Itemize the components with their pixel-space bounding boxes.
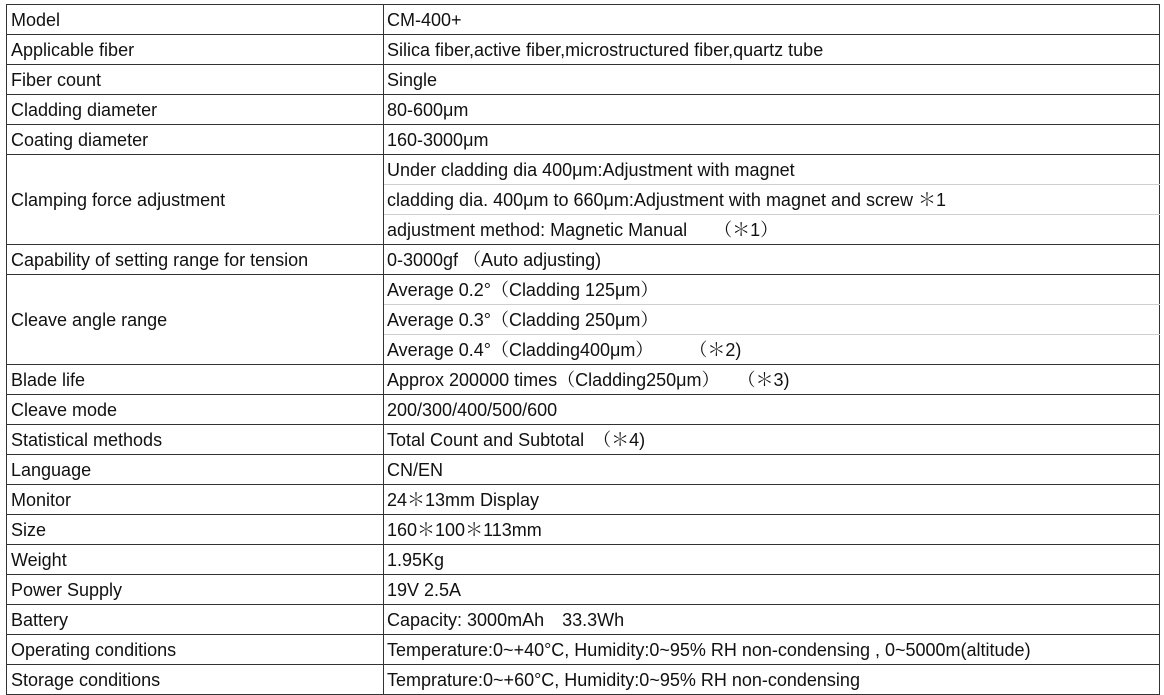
spec-row xyxy=(7,575,1160,605)
spec-label: Blade life xyxy=(7,365,384,395)
spec-value: Average 0.4°（Cladding400μm） （＊2) xyxy=(384,335,1160,365)
spec-row xyxy=(7,35,1160,65)
spec-row xyxy=(7,635,1160,665)
spec-value: 1.95Kg xyxy=(384,545,1160,575)
spec-row xyxy=(7,155,1160,185)
spec-value: 24＊13mm Display xyxy=(384,485,1160,515)
spec-label: Language xyxy=(7,455,384,485)
spec-label: Storage conditions xyxy=(7,665,384,695)
spec-value: 19V 2.5A xyxy=(384,575,1160,605)
spec-label: Coating diameter xyxy=(7,125,384,155)
spec-row xyxy=(7,545,1160,575)
spec-value: Capacity: 3000mAh 33.3Wh xyxy=(384,605,1160,635)
spec-row xyxy=(7,395,1160,425)
spec-label: Operating conditions xyxy=(7,635,384,665)
spec-label: Weight xyxy=(7,545,384,575)
spec-value: CN/EN xyxy=(384,455,1160,485)
spec-row xyxy=(7,5,1160,35)
spec-value: Under cladding dia 400μm:Adjustment with magnet xyxy=(384,155,1160,185)
spec-row xyxy=(7,125,1160,155)
spec-value: 160-3000μm xyxy=(384,125,1160,155)
spec-row xyxy=(7,365,1160,395)
spec-value: 0-3000gf （Auto adjusting) xyxy=(384,245,1160,275)
spec-value: Temperature:0~+40°C, Humidity:0~95% RH non-condensing , 0~5000m(altitude) xyxy=(384,635,1160,665)
spec-row xyxy=(7,65,1160,95)
spec-label: Size xyxy=(7,515,384,545)
spec-row xyxy=(7,515,1160,545)
spec-value: Single xyxy=(384,65,1160,95)
spec-table-body xyxy=(7,5,1160,695)
spec-row xyxy=(7,245,1160,275)
spec-row xyxy=(7,275,1160,305)
spec-label: Model xyxy=(7,5,384,35)
spec-label: Clamping force adjustment xyxy=(7,155,384,245)
spec-value: Silica fiber,active fiber,microstructured fiber,quartz tube xyxy=(384,35,1160,65)
spec-row xyxy=(7,455,1160,485)
spec-value: CM-400+ xyxy=(384,5,1160,35)
spec-label: Power Supply xyxy=(7,575,384,605)
spec-value: 200/300/400/500/600 xyxy=(384,395,1160,425)
spec-value: 80-600μm xyxy=(384,95,1160,125)
spec-label: Cleave angle range xyxy=(7,275,384,365)
spec-value: 160＊100＊113mm xyxy=(384,515,1160,545)
spec-label: Applicable fiber xyxy=(7,35,384,65)
spec-row xyxy=(7,665,1160,695)
spec-table xyxy=(6,4,1160,695)
spec-row xyxy=(7,485,1160,515)
spec-label: Fiber count xyxy=(7,65,384,95)
spec-value: Total Count and Subtotal （＊4) xyxy=(384,425,1160,455)
spec-value: Average 0.2°（Cladding 125μm） xyxy=(384,275,1160,305)
spec-label: Battery xyxy=(7,605,384,635)
spec-row xyxy=(7,95,1160,125)
spec-value: Temprature:0~+60°C, Humidity:0~95% RH non-condensing xyxy=(384,665,1160,695)
spec-label: Capability of setting range for tension xyxy=(7,245,384,275)
spec-value: cladding dia. 400μm to 660μm:Adjustment with magnet and screw ＊1 xyxy=(384,185,1160,215)
spec-row xyxy=(7,425,1160,455)
spec-label: Statistical methods xyxy=(7,425,384,455)
spec-label: Cladding diameter xyxy=(7,95,384,125)
spec-label: Monitor xyxy=(7,485,384,515)
spec-label: Cleave mode xyxy=(7,395,384,425)
spec-value: adjustment method: Magnetic Manual （＊1） xyxy=(384,215,1160,245)
spec-value: Approx 200000 times（Cladding250μm） （＊3) xyxy=(384,365,1160,395)
spec-row xyxy=(7,605,1160,635)
spec-value: Average 0.3°（Cladding 250μm） xyxy=(384,305,1160,335)
